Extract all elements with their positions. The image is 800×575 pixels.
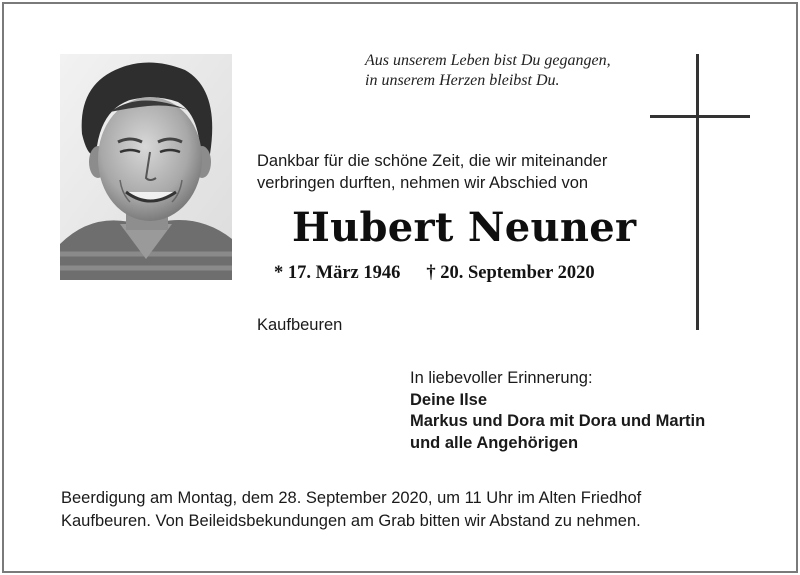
intro-line-1: Dankbar für die schöne Zeit, die wir miteinander <box>257 152 608 170</box>
birth-date: * 17. März 1946 <box>274 263 401 283</box>
obituary-card <box>2 2 798 573</box>
intro-text <box>257 150 677 194</box>
cross-icon <box>644 54 754 334</box>
funeral-line-2: Kaufbeuren. Von Beileidsbekundungen am Grab bitten wir Abstand zu nehmen. <box>61 512 641 530</box>
mourner-name: Markus und Dora mit Dora und Martin <box>410 412 706 430</box>
motto-quote <box>365 51 665 91</box>
residence-place: Kaufbeuren <box>257 316 343 334</box>
intro-line-2: verbringen durften, nehmen wir Abschied von <box>257 174 589 192</box>
mourner-name: und alle Angehörigen <box>410 433 579 452</box>
mourner-name: Deine Ilse <box>410 390 488 409</box>
funeral-line-1: Beerdigung am Montag, dem 28. September 2020, um 11 Uhr im Alten Friedhof <box>61 489 642 507</box>
motto-line-1: Aus unserem Leben bist Du gegangen, <box>365 52 611 69</box>
funeral-notice <box>61 487 781 533</box>
mourners-block <box>410 368 705 454</box>
deceased-name: Hubert Neuner <box>292 204 637 251</box>
motto-line-2: in unserem Herzen bleibst Du. <box>365 72 560 89</box>
life-dates <box>274 263 595 284</box>
mourners-heading: In liebevoller Erinnerung: <box>410 369 593 387</box>
portrait-photo <box>60 54 232 280</box>
death-date: † 20. September 2020 <box>426 263 595 283</box>
